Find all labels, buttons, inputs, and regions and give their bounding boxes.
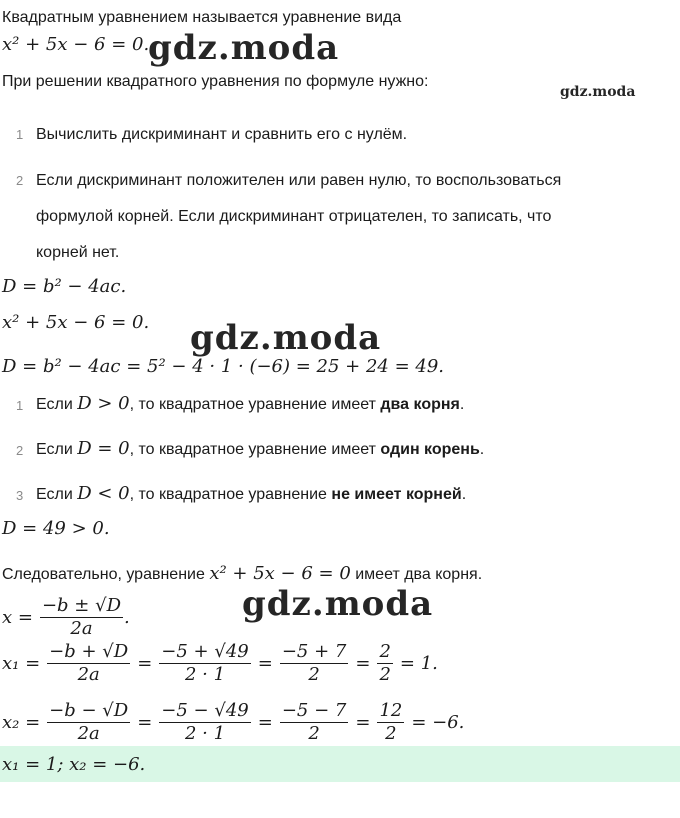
answer-text: x₁ = 1; x₂ = −6. bbox=[2, 754, 146, 775]
fraction-numerator: −b + √D bbox=[49, 641, 129, 662]
discriminant-calc: D = b² − 4ac = 5² − 4 · 1 · (−6) = 25 + 24 = 49. bbox=[2, 356, 445, 377]
case-number: 1 bbox=[16, 398, 24, 413]
case-bold: два корня bbox=[380, 396, 460, 413]
case-condition: D < 0 bbox=[77, 483, 130, 504]
case-condition: D > 0 bbox=[77, 393, 130, 414]
root-x2 bbox=[2, 700, 471, 745]
x1-lhs: x₁ = bbox=[2, 652, 41, 674]
step-number: 2 bbox=[16, 173, 24, 188]
fraction-denominator: 2 · 1 bbox=[184, 723, 226, 744]
equation-repeat: x² + 5x − 6 = 0. bbox=[2, 312, 150, 333]
equals-sign: = bbox=[137, 711, 153, 733]
x1-fraction-simplified bbox=[280, 641, 349, 686]
root-formula-fraction bbox=[40, 595, 123, 640]
x2-fraction-final bbox=[377, 700, 404, 745]
equals-sign: = bbox=[355, 711, 371, 733]
fraction-numerator: 12 bbox=[379, 700, 403, 721]
fraction-denominator: 2a bbox=[70, 618, 93, 639]
step-text: формулой корней. Если дискриминант отрицателен, то записать, что bbox=[36, 208, 552, 225]
x2-fraction-substituted bbox=[159, 700, 250, 745]
x1-fraction-general bbox=[47, 641, 130, 686]
conclusion-suffix: имеет два корня. bbox=[355, 566, 483, 583]
fraction-numerator: −5 + √49 bbox=[161, 641, 249, 662]
case-bold: не имеет корней bbox=[331, 486, 462, 503]
equals-sign: = bbox=[355, 652, 371, 674]
fraction-denominator: 2 bbox=[385, 723, 397, 744]
case-item bbox=[36, 484, 466, 505]
case-number: 2 bbox=[16, 443, 24, 458]
fraction-denominator: 2 bbox=[308, 664, 320, 685]
fraction-numerator: −5 − √49 bbox=[161, 700, 249, 721]
case-prefix: Если bbox=[36, 396, 73, 413]
case-prefix: Если bbox=[36, 441, 73, 458]
case-mid: , то квадратное уравнение имеет bbox=[129, 396, 376, 413]
case-mid: , то квадратное уравнение имеет bbox=[129, 441, 376, 458]
equals-sign: = bbox=[137, 652, 153, 674]
fraction-denominator: 2 bbox=[379, 664, 391, 685]
case-bold: один корень bbox=[380, 441, 480, 458]
definition-text: Квадратным уравнением называется уравнение вида bbox=[2, 9, 402, 26]
roots-lhs: x = bbox=[2, 606, 33, 628]
fraction-denominator: 2 bbox=[308, 723, 320, 744]
example-equation: x² + 5x − 6 = 0. bbox=[2, 34, 150, 55]
equals-sign: = bbox=[257, 652, 273, 674]
watermark: gdz.moda bbox=[190, 318, 382, 358]
step-text: Вычислить дискриминант и сравнить его с нулём. bbox=[36, 126, 408, 143]
watermark: gdz.moda bbox=[148, 28, 340, 68]
watermark: gdz.moda bbox=[242, 584, 434, 624]
x1-fraction-final bbox=[377, 641, 392, 686]
fraction-numerator: 2 bbox=[379, 641, 391, 662]
discriminant-formula: D = b² − 4ac. bbox=[2, 276, 127, 297]
step-number: 1 bbox=[16, 127, 24, 142]
case-item bbox=[36, 394, 464, 415]
x2-fraction-general bbox=[47, 700, 130, 745]
root-x1 bbox=[2, 641, 445, 686]
fraction-denominator: 2a bbox=[77, 723, 100, 744]
step-text: Если дискриминант положителен или равен нулю, то воспользоваться bbox=[36, 172, 562, 189]
x1-fraction-substituted bbox=[159, 641, 250, 686]
case-end: . bbox=[479, 441, 485, 458]
conclusion-equation: x² + 5x − 6 = 0 bbox=[209, 563, 351, 584]
fraction-numerator: −5 − 7 bbox=[281, 700, 347, 721]
case-number: 3 bbox=[16, 488, 24, 503]
method-text: При решении квадратного уравнения по формуле нужно: bbox=[2, 73, 429, 90]
x1-result: = 1. bbox=[399, 652, 438, 674]
case-condition: D = 0 bbox=[77, 438, 130, 459]
case-end: . bbox=[461, 486, 467, 503]
conclusion-prefix: Следовательно, уравнение bbox=[2, 566, 205, 583]
equals-sign: = bbox=[257, 711, 273, 733]
conclusion-line bbox=[2, 564, 482, 585]
x2-fraction-simplified bbox=[280, 700, 349, 745]
roots-general bbox=[2, 595, 137, 640]
case-item bbox=[36, 439, 484, 460]
fraction-denominator: 2a bbox=[77, 664, 100, 685]
roots-end: . bbox=[124, 606, 130, 628]
fraction-numerator: −b ± √D bbox=[41, 595, 121, 616]
case-mid: , то квадратное уравнение bbox=[129, 486, 327, 503]
fraction-denominator: 2 · 1 bbox=[184, 664, 226, 685]
fraction-numerator: −5 + 7 bbox=[281, 641, 347, 662]
fraction-numerator: −b − √D bbox=[49, 700, 129, 721]
watermark-small: gdz.moda bbox=[560, 84, 636, 100]
x2-lhs: x₂ = bbox=[2, 711, 41, 733]
step-text: корней нет. bbox=[36, 244, 120, 261]
d-result: D = 49 > 0. bbox=[2, 518, 110, 539]
case-end: . bbox=[459, 396, 465, 413]
x2-result: = −6. bbox=[411, 711, 465, 733]
case-prefix: Если bbox=[36, 486, 73, 503]
